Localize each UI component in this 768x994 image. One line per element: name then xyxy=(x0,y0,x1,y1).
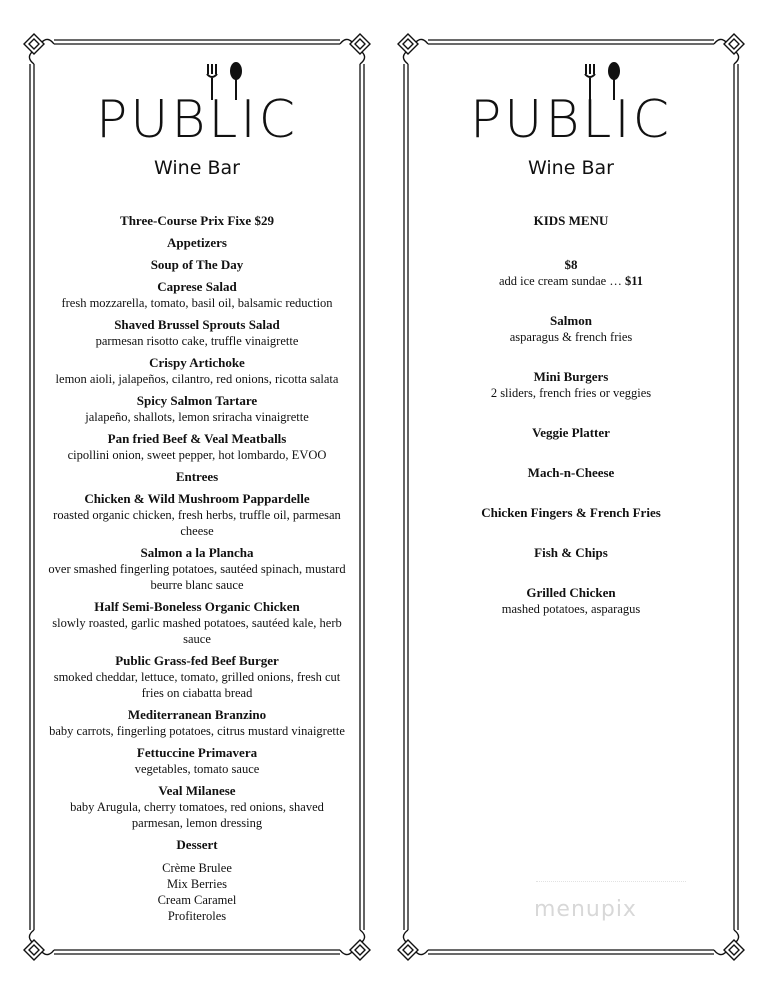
item-description: baby Arugula, cherry tomatoes, red onions, shaved parmesan, lemon dressing xyxy=(70,800,324,830)
watermark-underline xyxy=(536,881,686,888)
menu-item xyxy=(44,544,350,593)
item-description: cipollini onion, sweet pepper, hot lombardo, EVOO xyxy=(67,448,327,462)
item-description: parmesan risotto cake, truffle vinaigrette xyxy=(95,334,299,348)
menu-item xyxy=(44,782,350,831)
watermark-text: menupix xyxy=(534,897,637,922)
item-name: Salmon xyxy=(550,313,592,328)
item-name: Caprese Salad xyxy=(157,279,237,294)
menu-item xyxy=(418,464,724,481)
dessert-item: Cream Caramel xyxy=(157,893,237,907)
item-name: Chicken Fingers & French Fries xyxy=(481,505,661,520)
dessert-item: Crème Brulee xyxy=(162,861,232,875)
brand-subtitle: Wine Bar xyxy=(154,157,240,179)
item-name: Spicy Salmon Tartare xyxy=(136,393,258,408)
item-name: Veggie Platter xyxy=(532,425,610,440)
sundae-text: add ice cream sundae … xyxy=(498,274,625,288)
item-name: Half Semi-Boneless Organic Chicken xyxy=(94,599,300,614)
dessert-list xyxy=(44,860,350,924)
item-name: Mini Burgers xyxy=(533,369,609,384)
menu-item xyxy=(44,598,350,647)
menu-item xyxy=(418,424,724,441)
menu-panel-kids xyxy=(396,32,746,962)
item-description: mashed potatoes, asparagus xyxy=(501,602,641,616)
menu-item xyxy=(44,354,350,387)
kids-menu-heading: KIDS MENU xyxy=(533,213,609,228)
item-name: Fettuccine Primavera xyxy=(136,745,258,760)
item-name: Pan fried Beef & Veal Meatballs xyxy=(107,431,287,446)
menu-item xyxy=(44,278,350,311)
item-name: Public Grass-fed Beef Burger xyxy=(115,653,279,668)
entrees-heading: Entrees xyxy=(175,469,219,484)
item-name: Fish & Chips xyxy=(534,545,608,560)
item-name: Grilled Chicken xyxy=(526,585,616,600)
item-name: Salmon a la Plancha xyxy=(140,545,254,560)
menu-item xyxy=(44,256,350,273)
appetizers-heading: Appetizers xyxy=(167,235,227,250)
dessert-item: Mix Berries xyxy=(166,877,228,891)
item-description: over smashed fingerling potatoes, sautéed spinach, mustard beurre blanc sauce xyxy=(48,562,346,592)
menu-item xyxy=(418,312,724,345)
item-description: jalapeño, shallots, lemon sriracha vinaigrette xyxy=(85,410,309,424)
menu-item xyxy=(44,316,350,349)
brand-logo-text: PUBLIC xyxy=(469,90,673,150)
menu-item xyxy=(44,392,350,425)
menu-item xyxy=(44,430,350,463)
menu-panel-main xyxy=(22,32,372,962)
menu-item xyxy=(44,652,350,701)
item-name: Shaved Brussel Sprouts Salad xyxy=(114,317,280,332)
menu-item xyxy=(418,504,724,521)
kids-price: $8 xyxy=(564,257,578,272)
prix-fixe-title: Three-Course Prix Fixe $29 xyxy=(120,213,274,228)
brand-subtitle: Wine Bar xyxy=(528,157,614,179)
sundae-addon xyxy=(418,273,724,289)
item-description: asparagus & french fries xyxy=(509,330,633,344)
dessert-heading: Dessert xyxy=(176,837,218,852)
item-description: 2 sliders, french fries or veggies xyxy=(490,386,652,400)
item-name: Mediterranean Branzino xyxy=(127,707,267,722)
item-name: Veal Milanese xyxy=(158,783,236,798)
sundae-price: $11 xyxy=(624,274,644,288)
brand-logo-text: PUBLIC xyxy=(95,90,299,150)
menu-item xyxy=(418,544,724,561)
item-name: Mach-n-Cheese xyxy=(527,465,615,480)
dessert-item: Profiteroles xyxy=(167,909,227,923)
item-description: roasted organic chicken, fresh herbs, truffle oil, parmesan cheese xyxy=(53,508,341,538)
menu-item xyxy=(44,706,350,739)
menu-item xyxy=(44,490,350,539)
menu-item xyxy=(418,368,724,401)
item-name: Crispy Artichoke xyxy=(149,355,245,370)
main-menu-content xyxy=(44,212,350,924)
item-description: fresh mozzarella, tomato, basil oil, balsamic reduction xyxy=(61,296,333,310)
item-description: vegetables, tomato sauce xyxy=(134,762,260,776)
item-description: baby carrots, fingerling potatoes, citrus mustard vinaigrette xyxy=(49,724,345,738)
menu-item xyxy=(44,744,350,777)
menu-item xyxy=(418,584,724,617)
item-name: Chicken & Wild Mushroom Pappardelle xyxy=(84,491,310,506)
item-description: slowly roasted, garlic mashed potatoes, sautéed kale, herb sauce xyxy=(52,616,342,646)
item-description: smoked cheddar, lettuce, tomato, grilled onions, fresh cut fries on ciabatta bread xyxy=(53,670,341,700)
item-description: lemon aioli, jalapeños, cilantro, red onions, ricotta salata xyxy=(55,372,339,386)
kids-price-block xyxy=(418,256,724,289)
item-name: Soup of The Day xyxy=(150,257,244,272)
kids-menu-content xyxy=(418,212,724,640)
